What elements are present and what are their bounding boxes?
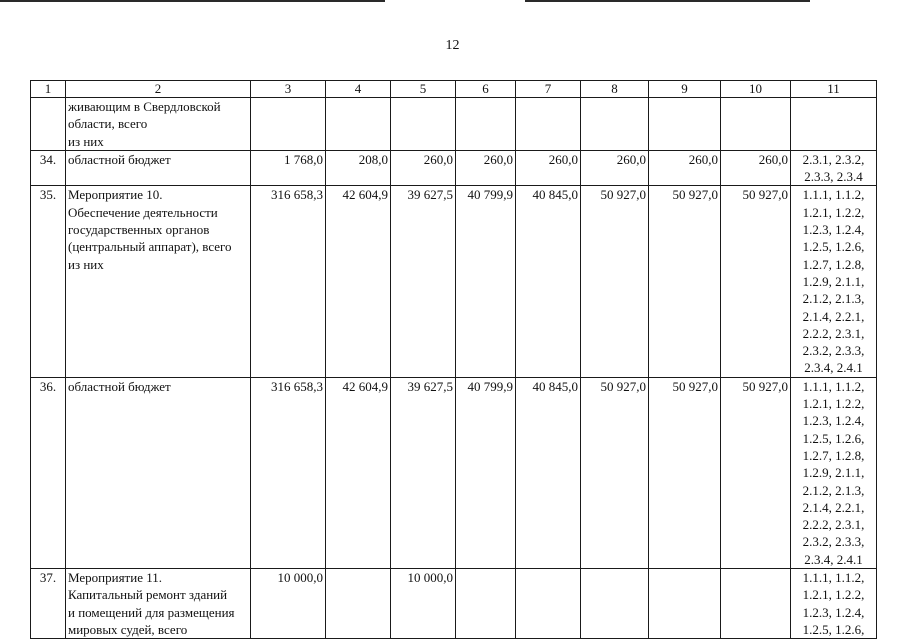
value-cell-col-5: 260,0	[391, 150, 456, 186]
header-cell-7: 7	[516, 81, 581, 98]
scan-edge-line-right	[525, 0, 810, 2]
target-codes-cell	[791, 98, 877, 151]
target-code-line: 1.2.9, 2.1.1,	[802, 273, 865, 289]
header-cell-1: 1	[31, 81, 66, 98]
value-cell-col-3: 316 658,3	[251, 377, 326, 568]
target-code-line: 2.1.2, 2.1.3,	[802, 291, 865, 307]
value-cell-col-10	[721, 569, 791, 639]
header-cell-11: 11	[791, 81, 877, 98]
value-cell-col-6: 40 799,9	[456, 377, 516, 568]
value-cell-col-6: 260,0	[456, 150, 516, 186]
value-cell-col-8	[581, 569, 649, 639]
target-code-line: 2.3.3, 2.3.4	[804, 169, 863, 185]
value-cell-col-9	[649, 98, 721, 151]
target-code-line: 2.1.4, 2.2.1,	[802, 499, 865, 515]
row-number: 36.	[31, 377, 66, 568]
target-code-line: 1.1.1, 1.1.2,	[802, 570, 865, 586]
table-row	[31, 186, 877, 377]
target-code-line: 1.2.7, 1.2.8,	[802, 256, 865, 272]
row-name-line: Мероприятие 10.	[68, 187, 163, 203]
row-name-line: из них	[68, 133, 104, 149]
value-cell-col-6	[456, 98, 516, 151]
value-cell-col-7: 40 845,0	[516, 377, 581, 568]
target-code-line: 2.2.2, 2.3.1,	[802, 517, 865, 533]
value-cell-col-8	[581, 98, 649, 151]
row-name-line: мировых судей, всего	[68, 621, 188, 637]
value-cell-col-6: 40 799,9	[456, 186, 516, 377]
target-code-line: 1.2.3, 1.2.4,	[802, 222, 865, 238]
value-cell-col-10	[721, 98, 791, 151]
target-code-line: 1.1.1, 1.1.2,	[802, 378, 865, 394]
budget-table	[30, 80, 877, 639]
target-code-line: 2.3.2, 2.3.3,	[802, 534, 865, 550]
row-name	[66, 150, 251, 186]
target-code-line: 1.2.1, 1.2.2,	[802, 587, 865, 603]
target-code-line: 1.2.1, 1.2.2,	[802, 396, 865, 412]
row-name-line: областной бюджет	[68, 151, 171, 167]
value-cell-col-5: 39 627,5	[391, 186, 456, 377]
row-name	[66, 186, 251, 377]
value-cell-col-4: 42 604,9	[326, 186, 391, 377]
row-name-line: Мероприятие 11.	[68, 570, 162, 586]
header-cell-3: 3	[251, 81, 326, 98]
value-cell-col-4: 208,0	[326, 150, 391, 186]
value-cell-col-7	[516, 98, 581, 151]
target-codes-cell	[791, 186, 877, 377]
target-codes-cell	[791, 150, 877, 186]
target-code-line: 1.2.5, 1.2.6,	[802, 430, 865, 446]
row-name-line: (центральный аппарат), всего	[68, 239, 232, 255]
value-cell-col-6	[456, 569, 516, 639]
header-cell-9: 9	[649, 81, 721, 98]
target-code-line: 1.1.1, 1.1.2,	[802, 187, 865, 203]
row-name-line: живающим в Свердловской	[68, 99, 221, 114]
value-cell-col-3: 316 658,3	[251, 186, 326, 377]
target-code-line: 2.1.4, 2.2.1,	[802, 308, 865, 324]
value-cell-col-5: 10 000,0	[391, 569, 456, 639]
target-code-line: 2.3.2, 2.3.3,	[802, 343, 865, 359]
row-name-line: Обеспечение деятельности	[68, 204, 218, 220]
row-name	[66, 98, 251, 151]
row-name-line: государственных органов	[68, 222, 210, 238]
row-name-line: Капитальный ремонт зданий	[68, 587, 228, 603]
header-row	[31, 81, 877, 98]
row-name-line: областной бюджет	[68, 378, 171, 394]
value-cell-col-10: 50 927,0	[721, 186, 791, 377]
row-number: 34.	[31, 150, 66, 186]
value-cell-col-4	[326, 569, 391, 639]
target-code-line: 1.2.1, 1.2.2,	[802, 204, 865, 220]
target-code-line: 1.2.9, 2.1.1,	[802, 465, 865, 481]
value-cell-col-3: 10 000,0	[251, 569, 326, 639]
target-code-line: 2.2.2, 2.3.1,	[802, 325, 865, 341]
target-code-line: 2.3.4, 2.4.1	[804, 360, 863, 376]
target-code-line: 2.3.1, 2.3.2,	[802, 151, 865, 167]
value-cell-col-7: 260,0	[516, 150, 581, 186]
target-code-line: 1.2.5, 1.2.6,	[802, 621, 865, 637]
value-cell-col-7	[516, 569, 581, 639]
target-codes-cell	[791, 377, 877, 568]
table-row	[31, 569, 877, 639]
value-cell-col-4: 42 604,9	[326, 377, 391, 568]
header-cell-8: 8	[581, 81, 649, 98]
target-code-line: 1.2.3, 1.2.4,	[802, 604, 865, 620]
target-code-line: 1.2.3, 1.2.4,	[802, 413, 865, 429]
row-name-line: из них	[68, 256, 104, 272]
header-cell-2: 2	[66, 81, 251, 98]
value-cell-col-3: 1 768,0	[251, 150, 326, 186]
value-cell-col-10: 50 927,0	[721, 377, 791, 568]
value-cell-col-4	[326, 98, 391, 151]
value-cell-col-8: 50 927,0	[581, 186, 649, 377]
row-name-line: области, всего	[68, 116, 148, 132]
row-name	[66, 377, 251, 568]
table-row	[31, 377, 877, 568]
value-cell-col-7: 40 845,0	[516, 186, 581, 377]
row-name	[66, 569, 251, 639]
value-cell-col-5	[391, 98, 456, 151]
value-cell-col-9: 50 927,0	[649, 377, 721, 568]
row-number: 35.	[31, 186, 66, 377]
scan-top-edge	[0, 0, 905, 3]
value-cell-col-9: 50 927,0	[649, 186, 721, 377]
page-number: 12	[445, 38, 460, 53]
row-number	[31, 98, 66, 151]
row-number: 37.	[31, 569, 66, 639]
value-cell-col-10: 260,0	[721, 150, 791, 186]
value-cell-col-8: 260,0	[581, 150, 649, 186]
table-body	[31, 81, 877, 639]
header-cell-10: 10	[721, 81, 791, 98]
header-cell-4: 4	[326, 81, 391, 98]
header-cell-5: 5	[391, 81, 456, 98]
table-row	[31, 98, 877, 151]
value-cell-col-3	[251, 98, 326, 151]
table-row	[31, 150, 877, 186]
scan-edge-line-left	[0, 0, 385, 2]
value-cell-col-5: 39 627,5	[391, 377, 456, 568]
target-code-line: 1.2.7, 1.2.8,	[802, 447, 865, 463]
header-cell-6: 6	[456, 81, 516, 98]
target-code-line: 2.3.4, 2.4.1	[804, 551, 863, 567]
value-cell-col-9: 260,0	[649, 150, 721, 186]
value-cell-col-9	[649, 569, 721, 639]
row-name-line: и помещений для размещения	[68, 604, 235, 620]
value-cell-col-8: 50 927,0	[581, 377, 649, 568]
target-codes-cell	[791, 569, 877, 639]
target-code-line: 1.2.5, 1.2.6,	[802, 239, 865, 255]
target-code-line: 2.1.2, 2.1.3,	[802, 482, 865, 498]
